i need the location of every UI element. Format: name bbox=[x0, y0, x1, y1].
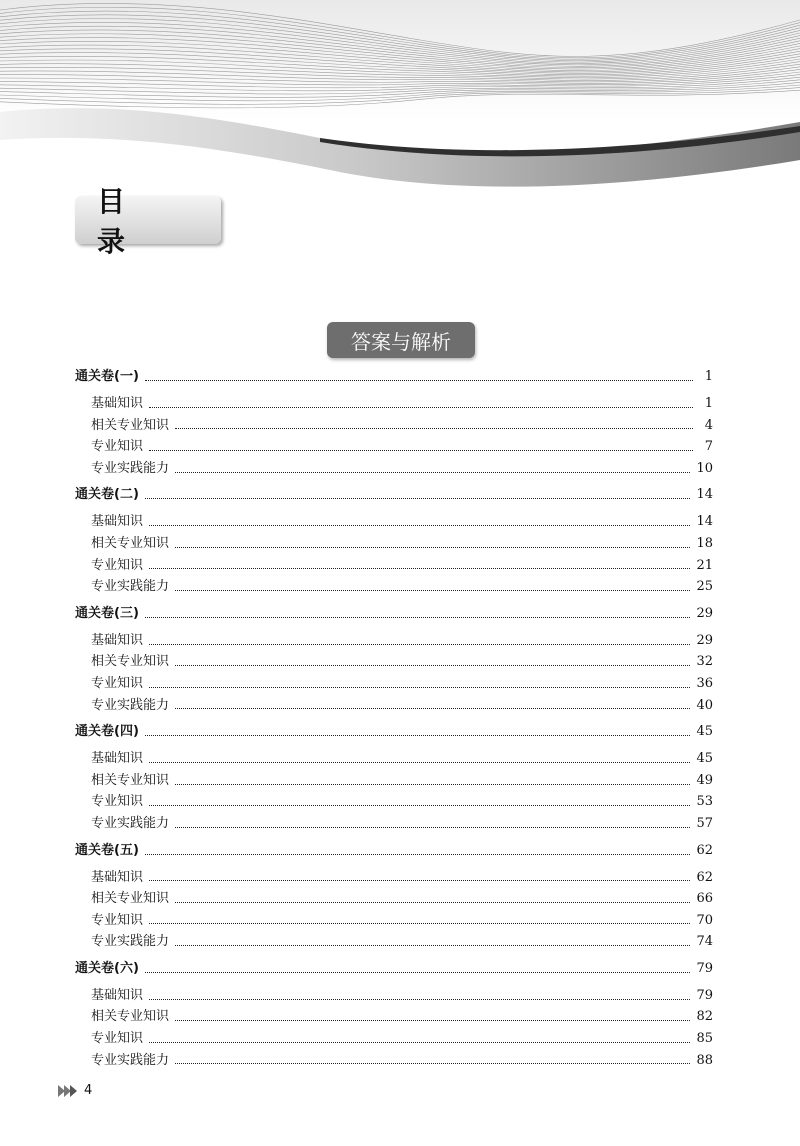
toc-page-number: 14 bbox=[696, 514, 713, 530]
toc-page-number: 14 bbox=[696, 487, 713, 503]
toc-entry-label: 专业知识 bbox=[91, 912, 144, 928]
toc-entry-sub[interactable] bbox=[75, 393, 713, 415]
toc-page-number: 57 bbox=[696, 815, 713, 831]
toc-entry-sub[interactable] bbox=[75, 1050, 713, 1072]
toc-page-number: 45 bbox=[696, 751, 713, 767]
toc-entry-label: 基础知识 bbox=[91, 396, 144, 411]
toc-page-number: 49 bbox=[696, 772, 713, 788]
toc-page-number: 40 bbox=[696, 697, 713, 713]
toc-page-number: 53 bbox=[696, 794, 713, 810]
toc-page-number: 29 bbox=[696, 605, 713, 621]
toc-entry-label: 相关专业知识 bbox=[91, 1009, 170, 1025]
dot-leader bbox=[175, 589, 690, 591]
toc-entry-title: 通关卷(二) bbox=[75, 487, 139, 503]
toc-page-number: 74 bbox=[696, 934, 713, 950]
toc-page-number: 25 bbox=[696, 579, 713, 595]
dot-leader bbox=[175, 1062, 690, 1064]
dot-leader bbox=[145, 734, 691, 736]
dot-leader bbox=[149, 1041, 690, 1043]
page-footer bbox=[58, 1083, 92, 1098]
dot-leader bbox=[175, 944, 690, 946]
toc-entry-label: 专业实践能力 bbox=[91, 1052, 170, 1068]
toc-entry-label: 基础知识 bbox=[91, 514, 144, 530]
toc-entry-sub[interactable] bbox=[75, 511, 713, 533]
dot-leader bbox=[149, 804, 690, 806]
toc-entry-label: 基础知识 bbox=[91, 751, 144, 767]
dot-leader bbox=[145, 853, 691, 855]
toc-page-number: 4 bbox=[704, 417, 713, 433]
dot-leader bbox=[149, 643, 690, 645]
toc-entry-label: 基础知识 bbox=[91, 632, 144, 648]
toc-page-number: 45 bbox=[696, 724, 713, 740]
toc-entry-sub[interactable] bbox=[75, 748, 713, 770]
toc-group bbox=[75, 602, 713, 716]
toc-entry-label: 相关专业知识 bbox=[91, 891, 170, 907]
dot-leader bbox=[175, 707, 690, 709]
dot-leader bbox=[175, 1019, 690, 1021]
toc-page-number: 82 bbox=[696, 1009, 713, 1025]
dot-leader bbox=[149, 922, 690, 924]
toc-entry-sub[interactable] bbox=[75, 1006, 713, 1028]
dot-leader bbox=[149, 406, 693, 408]
toc-page-number: 18 bbox=[696, 535, 713, 551]
decorative-wave-banner bbox=[0, 0, 800, 200]
toc-entry-sub[interactable] bbox=[75, 673, 713, 695]
toc-entry-sub[interactable] bbox=[75, 813, 713, 835]
toc-entry-sub[interactable] bbox=[75, 931, 713, 953]
toc-entry-label: 专业实践能力 bbox=[91, 815, 170, 831]
dot-leader bbox=[175, 783, 690, 785]
toc-page-number: 32 bbox=[696, 654, 713, 670]
double-arrow-right-icon bbox=[58, 1085, 80, 1097]
toc-entry-sub[interactable] bbox=[75, 695, 713, 717]
toc-entry-sub[interactable] bbox=[75, 533, 713, 555]
toc-entry-sub[interactable] bbox=[75, 910, 713, 932]
section-heading: 答案与解析 bbox=[327, 322, 475, 358]
toc-entry-sub[interactable] bbox=[75, 458, 713, 480]
toc-page-number: 62 bbox=[696, 869, 713, 885]
page-title: 目 录 bbox=[75, 196, 221, 244]
dot-leader bbox=[175, 664, 690, 666]
dot-leader bbox=[175, 546, 690, 548]
toc-entry-label: 专业知识 bbox=[91, 557, 144, 573]
toc-entry-title: 通关卷(三) bbox=[75, 605, 139, 621]
toc-group bbox=[75, 365, 713, 479]
toc-entry-label: 专业实践能力 bbox=[91, 697, 170, 713]
dot-leader bbox=[149, 686, 690, 688]
toc-entry-main[interactable] bbox=[75, 839, 713, 863]
toc-page-number: 7 bbox=[704, 439, 713, 455]
toc-page-number: 79 bbox=[696, 960, 713, 976]
toc-page-number: 1 bbox=[704, 369, 713, 384]
toc-page-number: 85 bbox=[696, 1031, 713, 1047]
toc-entry-sub[interactable] bbox=[75, 770, 713, 792]
toc-entry-sub[interactable] bbox=[75, 888, 713, 910]
table-of-contents bbox=[75, 365, 713, 1075]
toc-entry-label: 专业知识 bbox=[91, 794, 144, 810]
toc-page-number: 36 bbox=[696, 675, 713, 691]
toc-page-number: 29 bbox=[696, 632, 713, 648]
toc-group bbox=[75, 483, 713, 597]
toc-entry-label: 专业知识 bbox=[91, 439, 144, 455]
toc-page-number: 79 bbox=[696, 987, 713, 1003]
toc-entry-main[interactable] bbox=[75, 483, 713, 507]
toc-entry-sub[interactable] bbox=[75, 555, 713, 577]
toc-entry-label: 相关专业知识 bbox=[91, 654, 170, 670]
dot-leader bbox=[175, 826, 690, 828]
dot-leader bbox=[175, 901, 690, 903]
toc-entry-sub[interactable] bbox=[75, 985, 713, 1007]
toc-entry-main[interactable] bbox=[75, 602, 713, 626]
dot-leader bbox=[145, 616, 691, 618]
dot-leader bbox=[175, 471, 690, 473]
toc-entry-label: 专业知识 bbox=[91, 1031, 144, 1047]
toc-group bbox=[75, 720, 713, 834]
toc-entry-sub[interactable] bbox=[75, 651, 713, 673]
dot-leader bbox=[149, 761, 690, 763]
page-number: 4 bbox=[84, 1083, 93, 1098]
toc-entry-sub[interactable] bbox=[75, 436, 713, 458]
toc-entry-main[interactable] bbox=[75, 720, 713, 744]
toc-entry-label: 基础知识 bbox=[91, 869, 144, 885]
dot-leader bbox=[149, 998, 690, 1000]
dot-leader bbox=[145, 497, 691, 499]
dot-leader bbox=[149, 567, 690, 569]
toc-entry-label: 专业实践能力 bbox=[91, 460, 170, 476]
toc-page-number: 62 bbox=[696, 842, 713, 858]
toc-entry-sub[interactable] bbox=[75, 1028, 713, 1050]
toc-entry-sub[interactable] bbox=[75, 791, 713, 813]
toc-entry-label: 基础知识 bbox=[91, 987, 144, 1003]
toc-entry-sub[interactable] bbox=[75, 576, 713, 598]
toc-entry-title: 通关卷(五) bbox=[75, 842, 139, 858]
toc-page-number: 70 bbox=[696, 912, 713, 928]
toc-entry-title: 通关卷(一) bbox=[75, 369, 139, 384]
toc-entry-sub[interactable] bbox=[75, 415, 713, 437]
dot-leader bbox=[145, 379, 693, 381]
toc-entry-main[interactable] bbox=[75, 957, 713, 981]
dot-leader bbox=[145, 971, 691, 973]
toc-entry-label: 专业实践能力 bbox=[91, 934, 170, 950]
toc-entry-main[interactable] bbox=[75, 365, 713, 389]
toc-entry-label: 相关专业知识 bbox=[91, 417, 170, 433]
dot-leader bbox=[149, 524, 690, 526]
toc-entry-label: 相关专业知识 bbox=[91, 772, 170, 788]
toc-entry-title: 通关卷(四) bbox=[75, 724, 139, 740]
toc-page-number: 66 bbox=[696, 891, 713, 907]
toc-page-number: 10 bbox=[696, 460, 713, 476]
toc-entry-sub[interactable] bbox=[75, 630, 713, 652]
toc-page-number: 1 bbox=[704, 396, 713, 411]
dot-leader bbox=[149, 449, 693, 451]
toc-entry-label: 专业实践能力 bbox=[91, 579, 170, 595]
toc-page-number: 88 bbox=[696, 1052, 713, 1068]
toc-entry-label: 相关专业知识 bbox=[91, 535, 170, 551]
toc-entry-title: 通关卷(六) bbox=[75, 960, 139, 976]
toc-group bbox=[75, 839, 713, 953]
dot-leader bbox=[149, 879, 690, 881]
toc-entry-label: 专业知识 bbox=[91, 675, 144, 691]
toc-entry-sub[interactable] bbox=[75, 867, 713, 889]
toc-page-number: 21 bbox=[696, 557, 713, 573]
toc-group bbox=[75, 957, 713, 1071]
dot-leader bbox=[175, 427, 693, 429]
